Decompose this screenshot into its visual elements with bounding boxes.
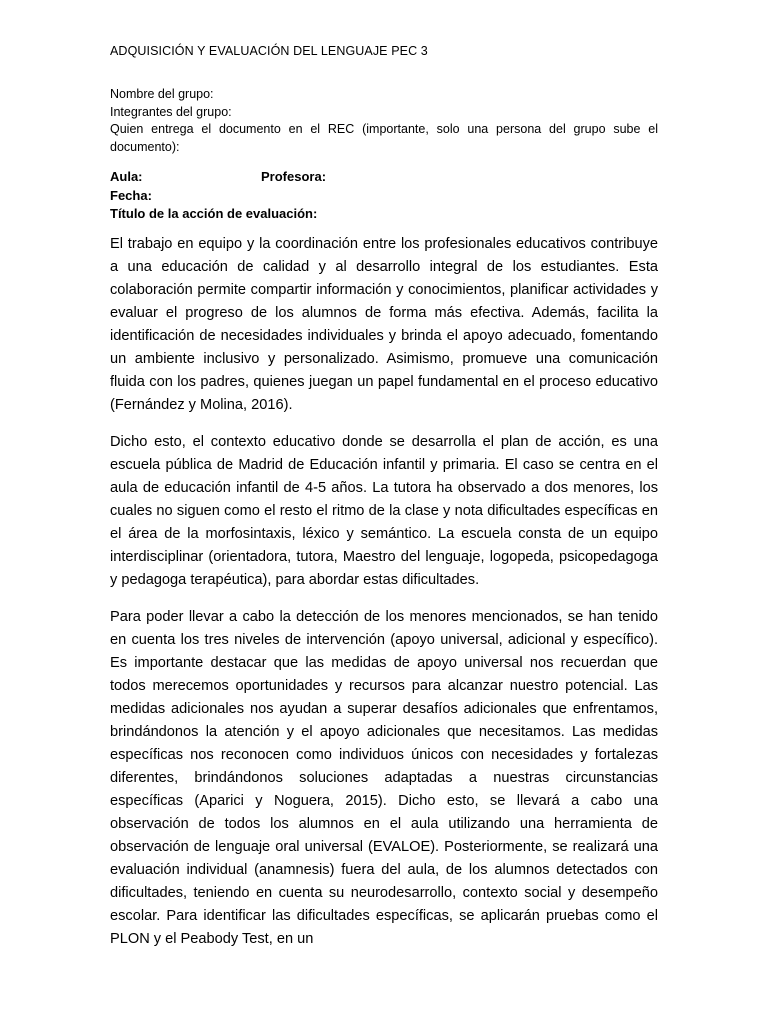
- group-members-label: Integrantes del grupo:: [110, 104, 232, 119]
- submitter-label: Quien entrega el documento en el REC (importante, solo una persona del grupo sube el documento):: [110, 122, 658, 154]
- titulo-row: [110, 205, 658, 224]
- aula-label: Aula:: [110, 169, 143, 184]
- document-header-title: ADQUISICIÓN Y EVALUACIÓN DEL LENGUAJE PEC 3: [110, 44, 428, 58]
- body-paragraph-3: Para poder llevar a cabo la detección de los menores mencionados, se han tenido en cuenta los tres niveles de intervención (apoyo universal, adicional y específico). Es importante destacar que las medidas de apoyo universal nos recuerdan que todos merecemos oportunidades y recursos para alcanzar nuestro potencial. Las medidas adicionales nos ayudan a superar desafíos adicionales que enfrentamos, brindándonos la atención y el apoyo adicionales que necesitamos. Las medidas específicas nos reconocen como individuos únicos con necesidades y fortalezas diferentes, brindándonos soluciones adaptadas a nuestras circunstancias específicas (Aparici y Noguera, 2015). Dicho esto, se llevará a cabo una observación de todos los alumnos en el aula utilizando una herramienta de observación de lenguaje oral universal (EVALOE). Posteriormente, se realizará una evaluación individual (anamnesis) fuera del aula, de los alumnos detectados con dificultades, teniendo en cuenta su neurodesarrollo, contexto social y desempeño escolar. Para identificar las dificultades específicas, se aplicarán pruebas como el PLON y el Peabody Test, en un: [110, 609, 658, 947]
- group-info-block: [110, 86, 658, 156]
- document-body: [110, 233, 658, 965]
- aula-profesora-row: [110, 168, 658, 187]
- fecha-row: [110, 187, 658, 206]
- profesora-label: Profesora:: [261, 169, 327, 184]
- assignment-fields: [110, 168, 658, 224]
- group-name-label: Nombre del grupo:: [110, 87, 214, 101]
- body-paragraph-2: Dicho esto, el contexto educativo donde se desarrolla el plan de acción, es una escuela pública de Madrid de Educación infantil y primaria. El caso se centra en el aula de educación infantil de 4-5 años. La tutora ha observado a dos menores, los cuales no siguen como el resto el ritmo de la clase y nota dificultades específicas en el área de la morfosintaxis, léxico y semántico. La escuela consta de un equipo interdisciplinar (orientadora, tutora, Maestro del lenguaje, logopeda, psicopedagoga y pedagoga terapéutica), para abordar estas dificultades.: [110, 434, 658, 588]
- fecha-label: Fecha:: [110, 187, 152, 203]
- body-paragraph-1: El trabajo en equipo y la coordinación entre los profesionales educativos contribuye a una educación de calidad y al desarrollo integral de los estudiantes. Esta colaboración permite compartir información y conocimientos, planificar actividades y evaluar el progreso de los alumnos de forma más efectiva. Además, facilita la identificación de necesidades individuales y brinda el apoyo adecuado, fomentando un ambiente inclusivo y personalizado. Asimismo, promueve una comunicación fluida con los padres, quienes juegan un papel fundamental en el proceso educativo (Fernández y Molina, 2016).: [110, 236, 658, 413]
- titulo-label: Título de la acción de evaluación:: [110, 206, 318, 221]
